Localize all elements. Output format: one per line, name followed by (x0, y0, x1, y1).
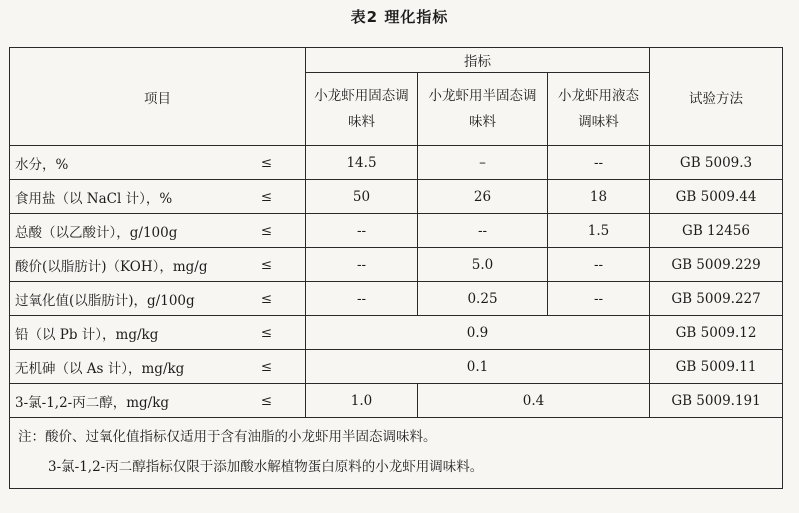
cell-liquid: 18 (548, 180, 650, 214)
row-item-cell (10, 316, 306, 350)
table-row (10, 180, 783, 214)
table-row (10, 146, 783, 180)
cell-method: GB 5009.3 (650, 146, 783, 180)
row-item-label: 3-氯-1,2-丙二醇，mg/kg (15, 394, 170, 411)
header-item: 项目 (10, 48, 306, 146)
cell-method: GB 5009.12 (650, 316, 783, 350)
cell-semisolid: – (418, 146, 548, 180)
cell-method: GB 5009.191 (650, 384, 783, 418)
note-line-2: 3-氯-1,2-丙二醇指标仅限于添加酸水解植物蛋白原料的小龙虾用调味料。 (48, 459, 484, 475)
cell-liquid: 1.5 (548, 214, 650, 248)
header-col-solid: 小龙虾用固态调味料 (306, 73, 418, 146)
note-line-1: 注：酸价、过氧化值指标仅适用于含有油脂的小龙虾用半固态调味料。 (18, 429, 437, 445)
table-row (10, 248, 783, 282)
header-indicator: 指标 (306, 48, 650, 73)
row-operator: ≤ (260, 256, 272, 273)
header-method: 试验方法 (650, 48, 783, 146)
row-operator: ≤ (260, 358, 272, 375)
header-row-1 (10, 48, 783, 73)
physicochemical-table (9, 47, 783, 489)
cell-semisolid: 0.25 (418, 282, 548, 316)
header-col-semisolid: 小龙虾用半固态调味料 (418, 73, 548, 146)
cell-method: GB 5009.229 (650, 248, 783, 282)
cell-all-types: 0.9 (306, 316, 650, 350)
row-operator: ≤ (260, 324, 272, 341)
row-item-cell (10, 146, 306, 180)
row-item-label: 无机砷（以 As 计），mg/kg (15, 360, 185, 377)
row-item-cell (10, 180, 306, 214)
row-item-label: 过氧化值(以脂肪计)，g/100g (15, 292, 195, 309)
table-row (10, 214, 783, 248)
row-item-label: 总酸（以乙酸计），g/100g (15, 224, 178, 241)
cell-liquid: -- (548, 146, 650, 180)
row-item-cell (10, 248, 306, 282)
cell-solid: -- (306, 282, 418, 316)
row-item-cell (10, 214, 306, 248)
table-row (10, 350, 783, 384)
cell-solid: -- (306, 248, 418, 282)
notes-row (10, 418, 783, 489)
cell-solid: 50 (306, 180, 418, 214)
cell-liquid: -- (548, 248, 650, 282)
row-operator: ≤ (260, 154, 272, 171)
cell-method: GB 5009.11 (650, 350, 783, 384)
row-item-label: 酸价(以脂肪计)（KOH），mg/g (15, 258, 208, 275)
table-row (10, 282, 783, 316)
cell-method: GB 12456 (650, 214, 783, 248)
cell-solid: 1.0 (306, 384, 418, 418)
row-item-label: 食用盐（以 NaCl 计），% (15, 190, 173, 207)
row-operator: ≤ (260, 290, 272, 307)
row-operator: ≤ (260, 188, 272, 205)
notes-cell (10, 418, 783, 489)
row-item-cell (10, 350, 306, 384)
cell-method: GB 5009.44 (650, 180, 783, 214)
row-item-cell (10, 384, 306, 418)
table-row (10, 316, 783, 350)
row-item-cell (10, 282, 306, 316)
row-item-label: 铅（以 Pb 计），mg/kg (15, 326, 159, 343)
row-operator: ≤ (260, 222, 272, 239)
row-item-label: 水分，% (15, 156, 69, 173)
table-row (10, 384, 783, 418)
row-operator: ≤ (260, 392, 272, 409)
cell-method: GB 5009.227 (650, 282, 783, 316)
cell-semisolid-liquid: 0.4 (418, 384, 650, 418)
header-col-liquid: 小龙虾用液态调味料 (548, 73, 650, 146)
table-title: 表2 理化指标 (350, 8, 449, 26)
cell-all-types: 0.1 (306, 350, 650, 384)
cell-semisolid: -- (418, 214, 548, 248)
cell-solid: -- (306, 214, 418, 248)
cell-semisolid: 26 (418, 180, 548, 214)
cell-liquid: -- (548, 282, 650, 316)
cell-semisolid: 5.0 (418, 248, 548, 282)
cell-solid: 14.5 (306, 146, 418, 180)
